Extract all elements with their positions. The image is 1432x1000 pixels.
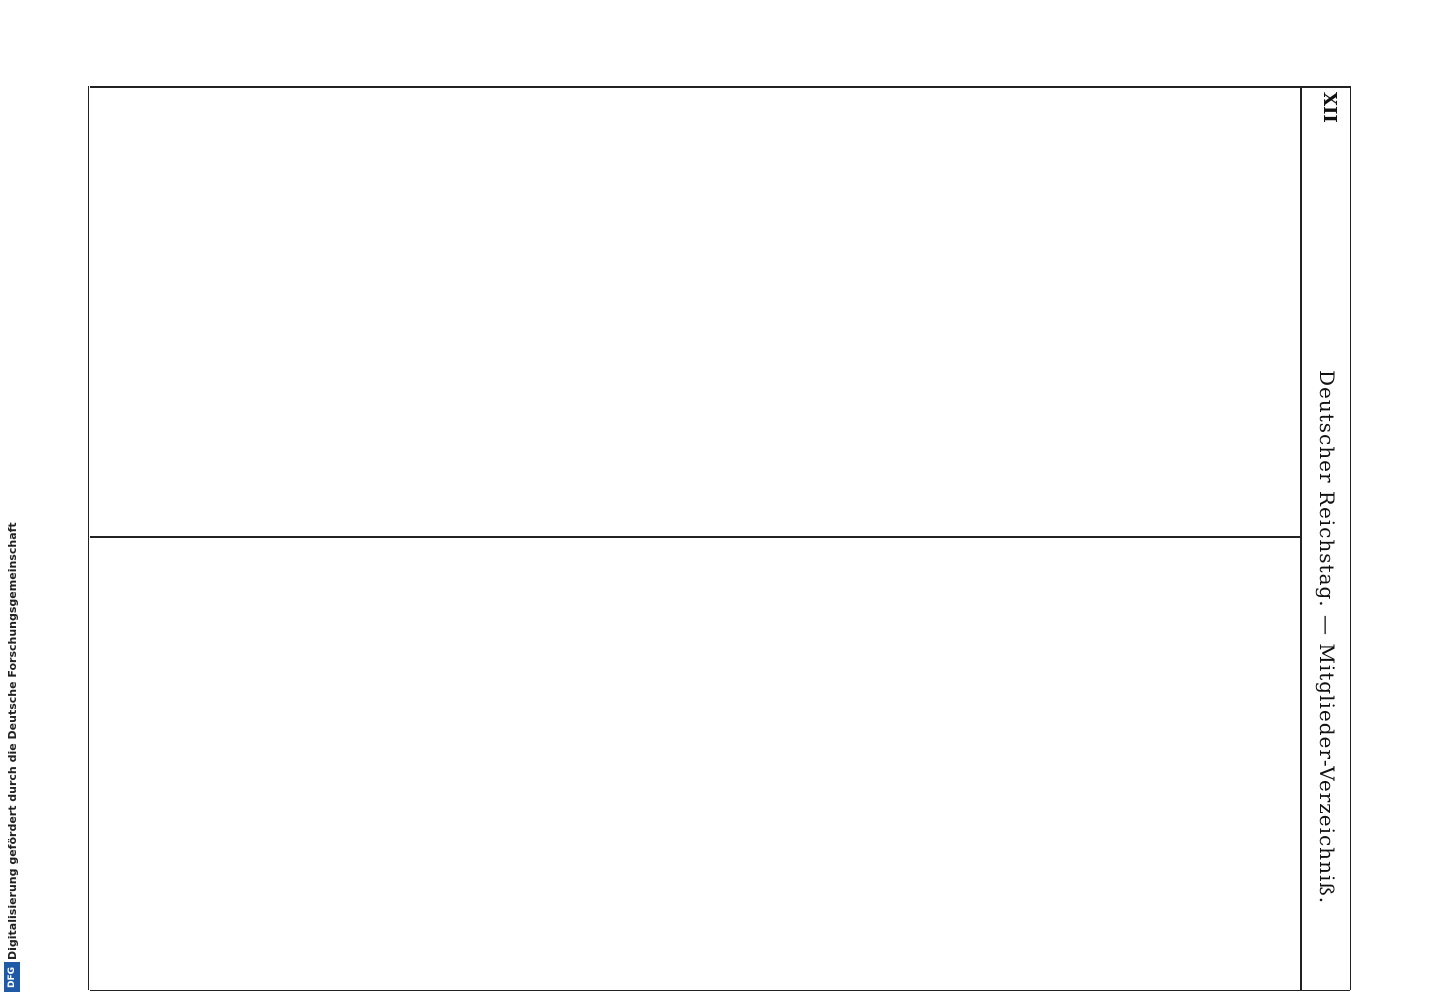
dfg-logo: DFG [4,962,20,992]
entry-column-15 [458,546,616,982]
entry-column-10 [1188,546,1296,982]
entry-column-4 [856,96,958,526]
left-edge-rule [88,86,89,990]
entry-column-5 [760,96,844,526]
right-edge-rule [1350,86,1351,990]
top-rule [90,86,1350,88]
entry-column-14 [628,546,758,982]
center-divider [90,536,1300,538]
entry-column-7 [500,96,622,526]
entry-column-11 [1038,546,1176,982]
entry-column-12 [918,546,1026,982]
header-rule [1300,86,1302,990]
entry-column-6 [634,96,748,526]
entry-column-16 [92,546,446,982]
entry-column-1 [1240,96,1296,526]
entry-column-8 [330,96,488,526]
entry-column-13 [770,546,906,982]
bottom-rule [90,990,1350,991]
page-title: Deutscher Reichstag. — Mitglieder-Verzeichniß. [1315,370,1339,905]
entry-column-3 [970,96,1094,526]
entry-column-2 [1108,96,1226,526]
page-number: XII [1319,92,1340,123]
entry-column-9 [92,96,318,526]
digitization-credit: Digitalisierung gefördert durch die Deutsche Forschungsgemeinschaft [6,522,19,960]
